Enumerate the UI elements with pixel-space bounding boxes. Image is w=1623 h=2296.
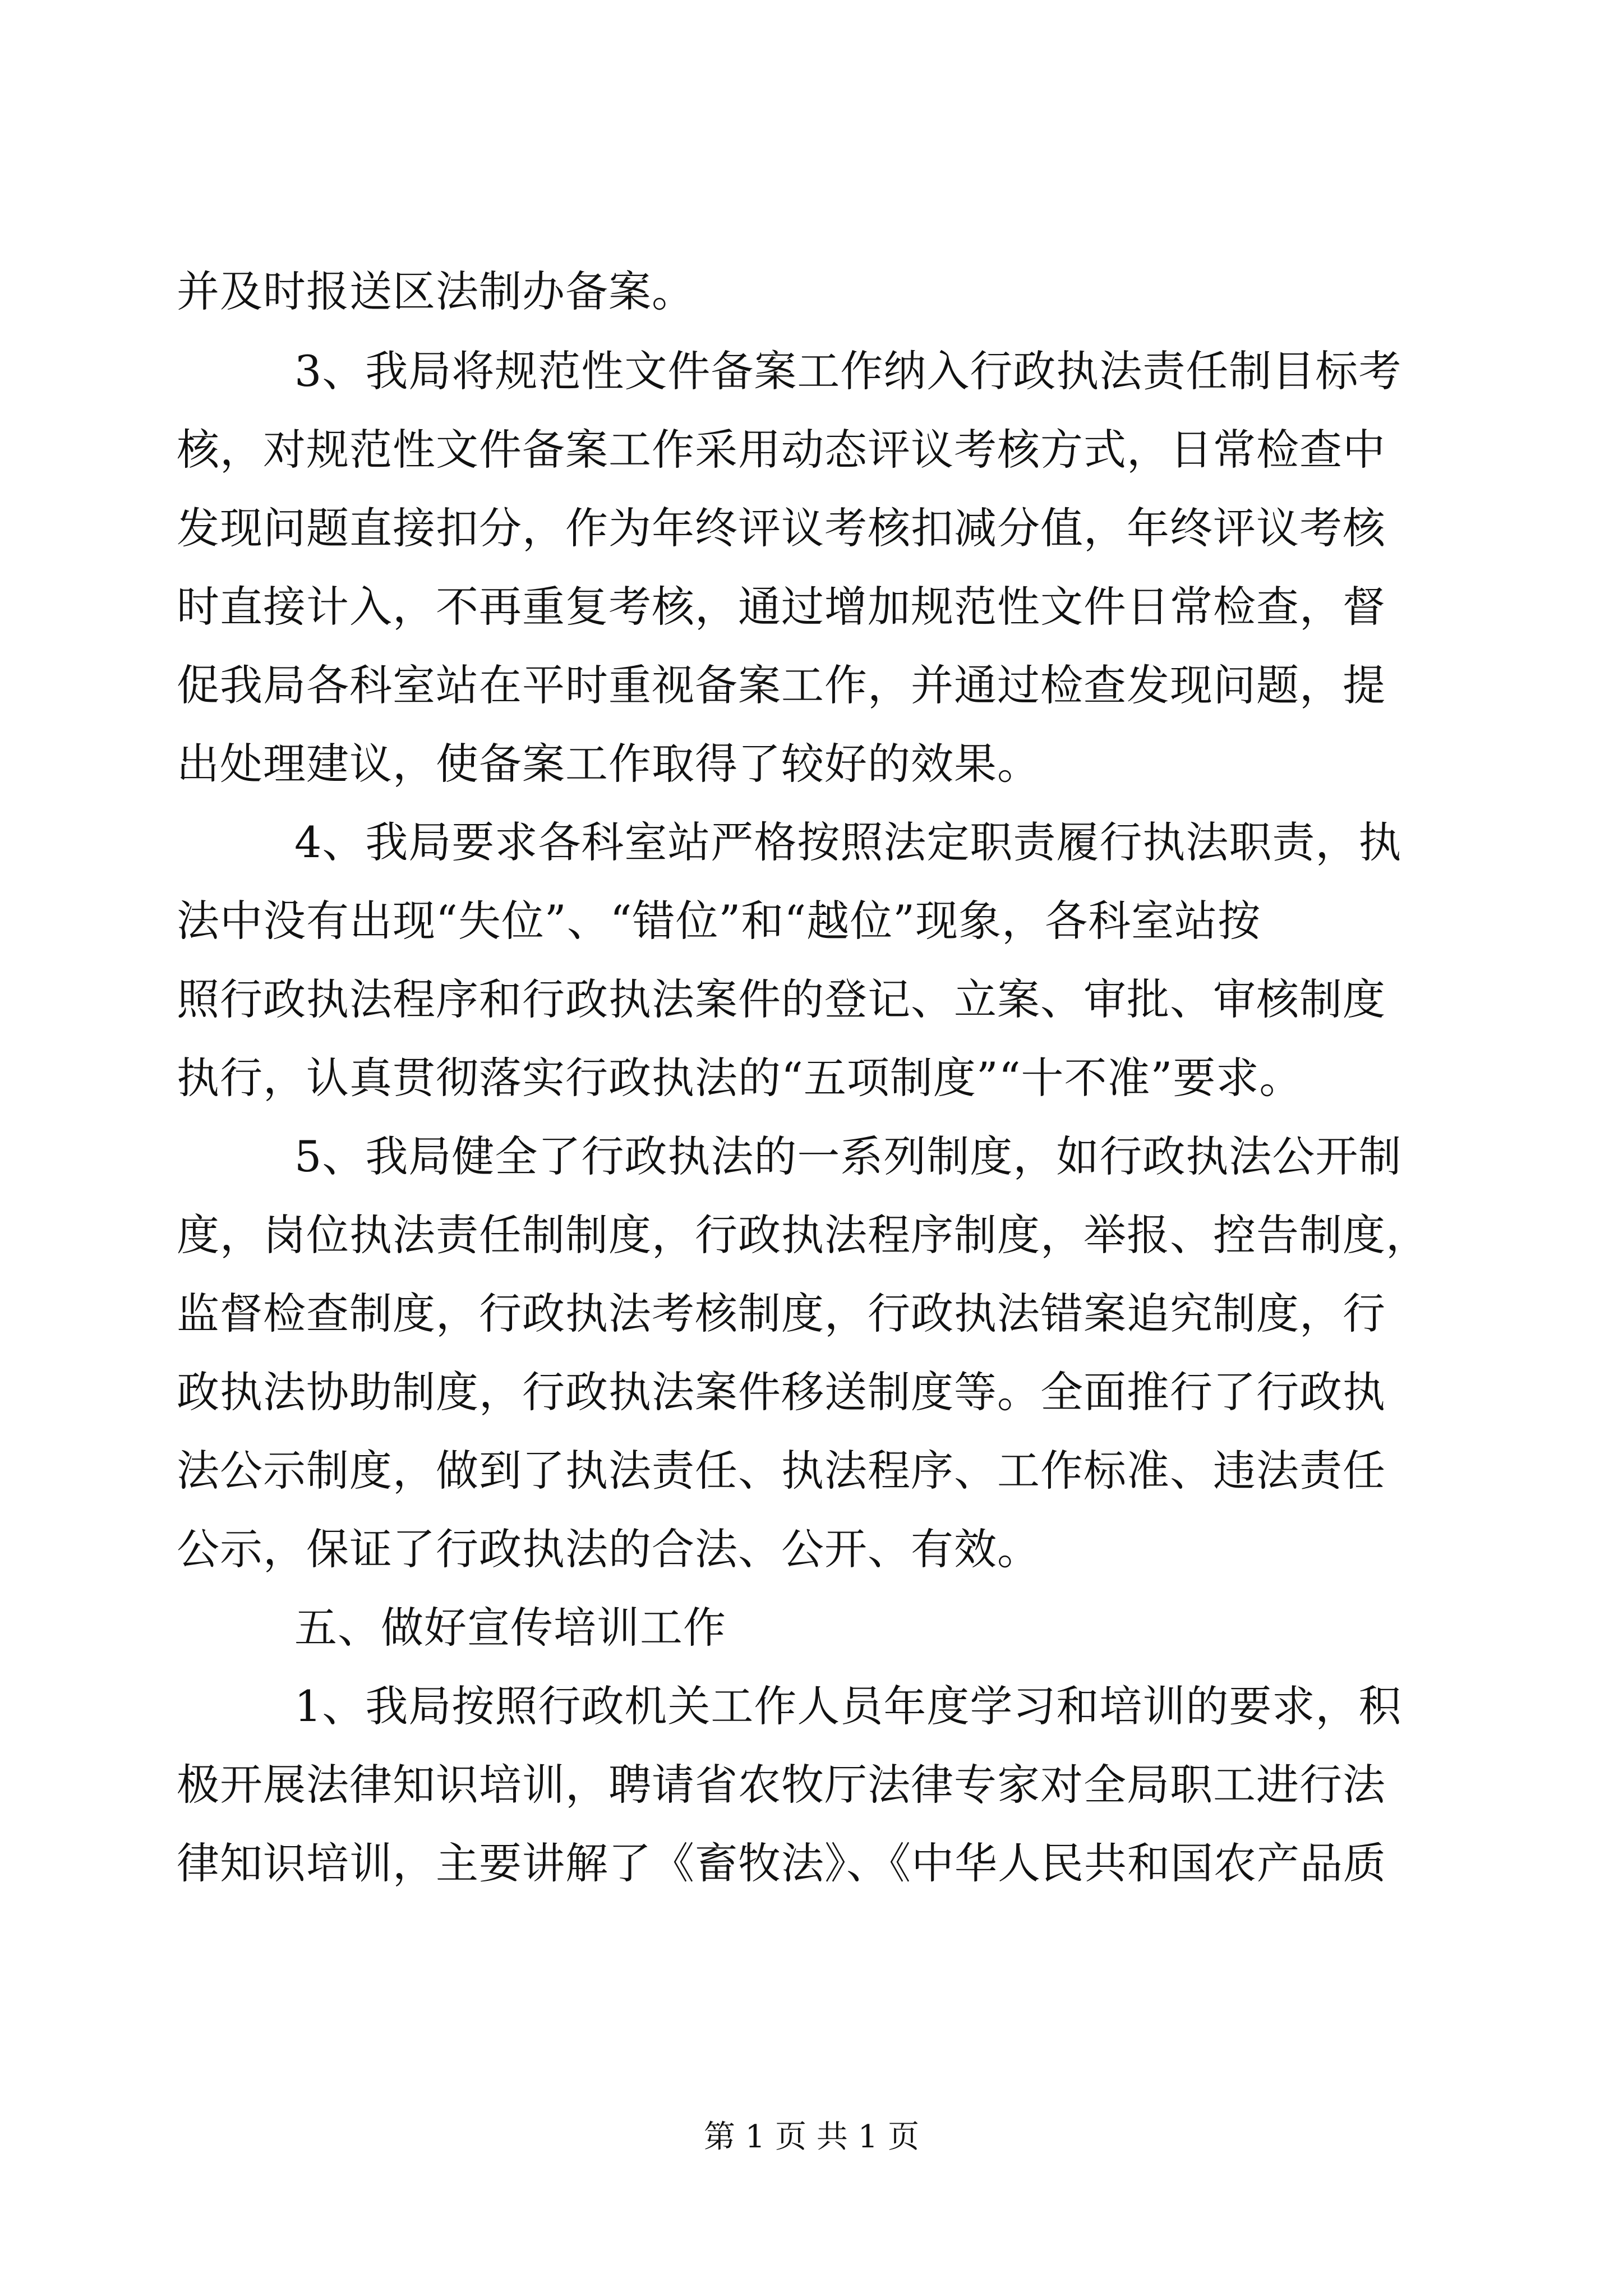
text-line-15: 政执法协助制度，行政执法案件移送制度等。全面推行了行政执 [177, 1367, 1386, 1417]
text-line-17: 公示，保证了行政执法的合法、公开、有效。 [177, 1524, 1040, 1574]
text-line-16: 法公示制度，做到了执法责任、执法程序、工作标准、违法责任 [177, 1446, 1386, 1496]
text-line-3: 核，对规范性文件备案工作采用动态评议考核方式，日常检查中 [177, 425, 1386, 475]
section-heading: 五、做好宣传培训工作 [294, 1603, 726, 1653]
text-line-9: 法中没有出现“失位”、“错位”和“越位”现象，各科室站按 [177, 896, 1261, 946]
text-line-21: 律知识培训，主要讲解了《畜牧法》、《中华人民共和国农产品质 [177, 1838, 1386, 1888]
text-line-5: 时直接计入，不再重复考核，通过增加规范性文件日常检查，督 [177, 582, 1386, 632]
text-line-19: 1、我局按照行政机关工作人员年度学习和培训的要求，积 [294, 1681, 1402, 1731]
text-line-10: 照行政执法程序和行政执法案件的登记、立案、审批、审核制度 [177, 974, 1386, 1024]
text-line-6: 促我局各科室站在平时重视备案工作，并通过检查发现问题，提 [177, 660, 1386, 710]
text-line-20: 极开展法律知识培训，聘请省农牧厅法律专家对全局职工进行法 [177, 1760, 1386, 1810]
text-line-8: 4、我局要求各科室站严格按照法定职责履行执法职责，执 [294, 817, 1402, 867]
text-line-12: 5、我局健全了行政执法的一系列制度，如行政执法公开制 [294, 1131, 1402, 1181]
text-line-2: 3、我局将规范性文件备案工作纳入行政执法责任制目标考 [294, 346, 1402, 396]
text-line-11: 执行，认真贯彻落实行政执法的“五项制度”“十不准”要求。 [177, 1053, 1303, 1103]
text-line-7: 出处理建议，使备案工作取得了较好的效果。 [177, 739, 1040, 789]
text-line-14: 监督检查制度，行政执法考核制度，行政执法错案追究制度，行 [177, 1289, 1386, 1338]
text-line-13: 度，岗位执法责任制制度，行政执法程序制度，举报、控告制度， [177, 1210, 1429, 1260]
text-line-1: 并及时报送区法制办备案。 [177, 266, 695, 316]
text-line-4: 发现问题直接扣分，作为年终评议考核扣减分值，年终评议考核 [177, 503, 1386, 553]
page-number-footer: 第 1 页 共 1 页 [703, 2119, 920, 2155]
